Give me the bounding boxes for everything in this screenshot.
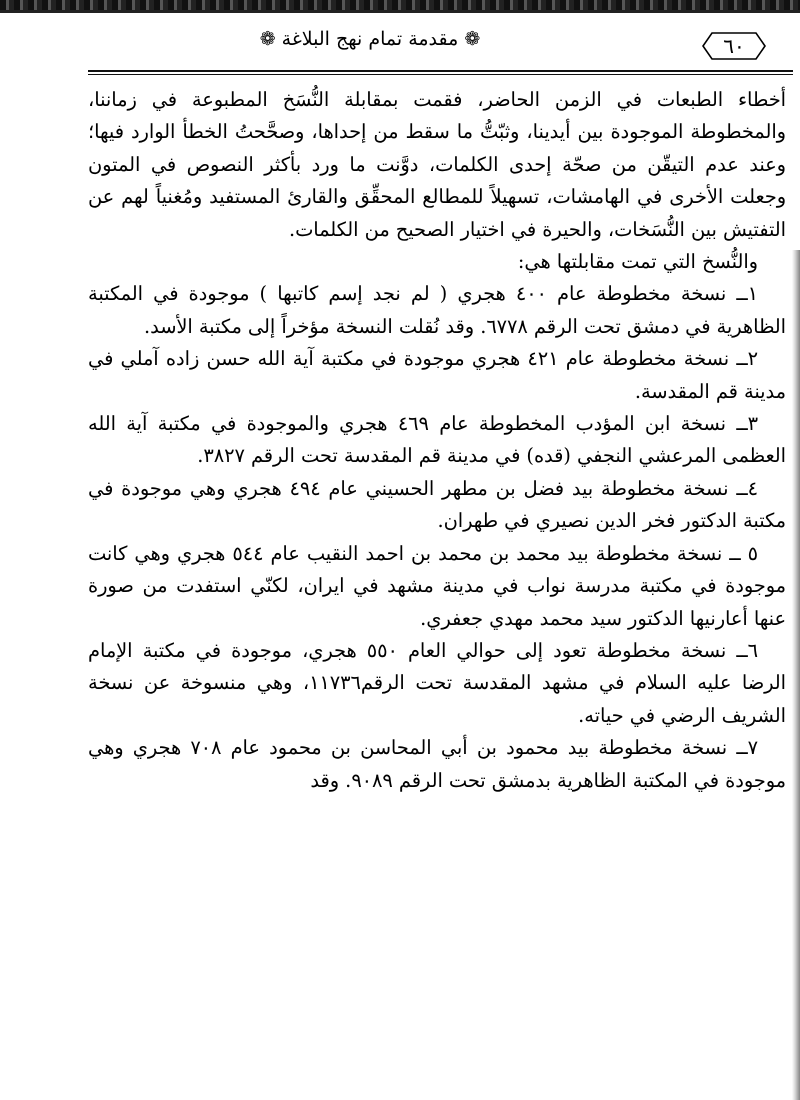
header-rule <box>88 70 793 72</box>
list-item-5: ٥ ــ نسخة مخطوطة بيد محمد بن محمد بن احمد النقيب عام ٥٤٤ هجري وهي كانت موجودة في مكتبة مدرسة نواب في مدينة مشهد في ايران، لكنّي استفدت من صورة عنها أعارنيها الدكتور سيد محمد مهدي جعفري. <box>88 541 786 630</box>
page-number <box>700 30 768 62</box>
decorative-top-border <box>0 0 800 10</box>
decorative-top-rule <box>0 10 800 13</box>
running-title: ❁ مقدمة تمام نهج البلاغة ❁ <box>259 28 481 50</box>
paragraph-list-intro: والنُّسخ التي تمت مقابلتها هي: <box>517 250 758 274</box>
list-item-3: ٣ــ نسخة ابن المؤدب المخطوطة عام ٤٦٩ هجري والموجودة في مكتبة آية الله العظمى المرعشي النجفي (قده) في مدينة قم المقدسة تحت الرقم ٣٨٢٧. <box>88 412 786 468</box>
list-item-7: ٧ــ نسخة مخطوطة بيد محمود بن أبي المحاسن بن محمود عام ٧٠٨ هجري وهي موجودة في المكتبة الظاهرية بدمشق تحت الرقم ٩٠٨٩. وقد <box>88 736 786 792</box>
list-item-6: ٦ــ نسخة مخطوطة تعود إلى حوالي العام ٥٥٠ هجري، موجودة في مكتبة الإمام الرضا عليه السلام في مشهد المقدسة تحت الرقم١١٧٣٦، وهي منسوخة عن نسخة الشريف الرضي في حياته. <box>88 638 786 727</box>
list-item-1: ١ــ نسخة مخطوطة عام ٤٠٠ هجري ( لم نجد إسم كاتبها ) موجودة في المكتبة الظاهرية في دمشق تحت الرقم ٦٧٧٨. وقد نُقلت النسخة مؤخراً إلى مكتبة الأسد. <box>88 282 786 338</box>
page-number-text: ٦٠ <box>723 34 745 58</box>
paragraph-intro: أخطاء الطبعات في الزمن الحاضر، فقمت بمقابلة النُّسَخ المطبوعة في زماننا، والمخطوطة الموجودة بين أيدينا، وثبّتُّ ما سقط من إحداها، وصحَّحتُ الخطأ الوارد فيها؛ وعند عدم التيقّن من صحّة إحدى الكلمات، دوَّنت ما ورد بأكثر النصوص في المتون وجعلت الأخرى في الهامشات، تسهيلاً للمطالع المحقِّق والقارئ المستفيد ومُغنياً لهم عن التفتيش بين النُّسَخات، والحيرة في اختيار الصحيح من الكلمات. <box>88 88 786 241</box>
header-rule-thin <box>88 74 793 75</box>
list-item-2: ٢ــ نسخة مخطوطة عام ٤٢١ هجري موجودة في مكتبة آية الله حسن زاده آملي في مدينة قم المقدسة. <box>88 347 786 403</box>
body-text <box>88 84 786 797</box>
list-item-4: ٤ــ نسخة مخطوطة بيد فضل بن مطهر الحسيني عام ٤٩٤ هجري وهي موجودة في مكتبة الدكتور فخر الدين نصيري في طهران. <box>88 476 786 533</box>
page-edge-shadow <box>792 250 800 1100</box>
